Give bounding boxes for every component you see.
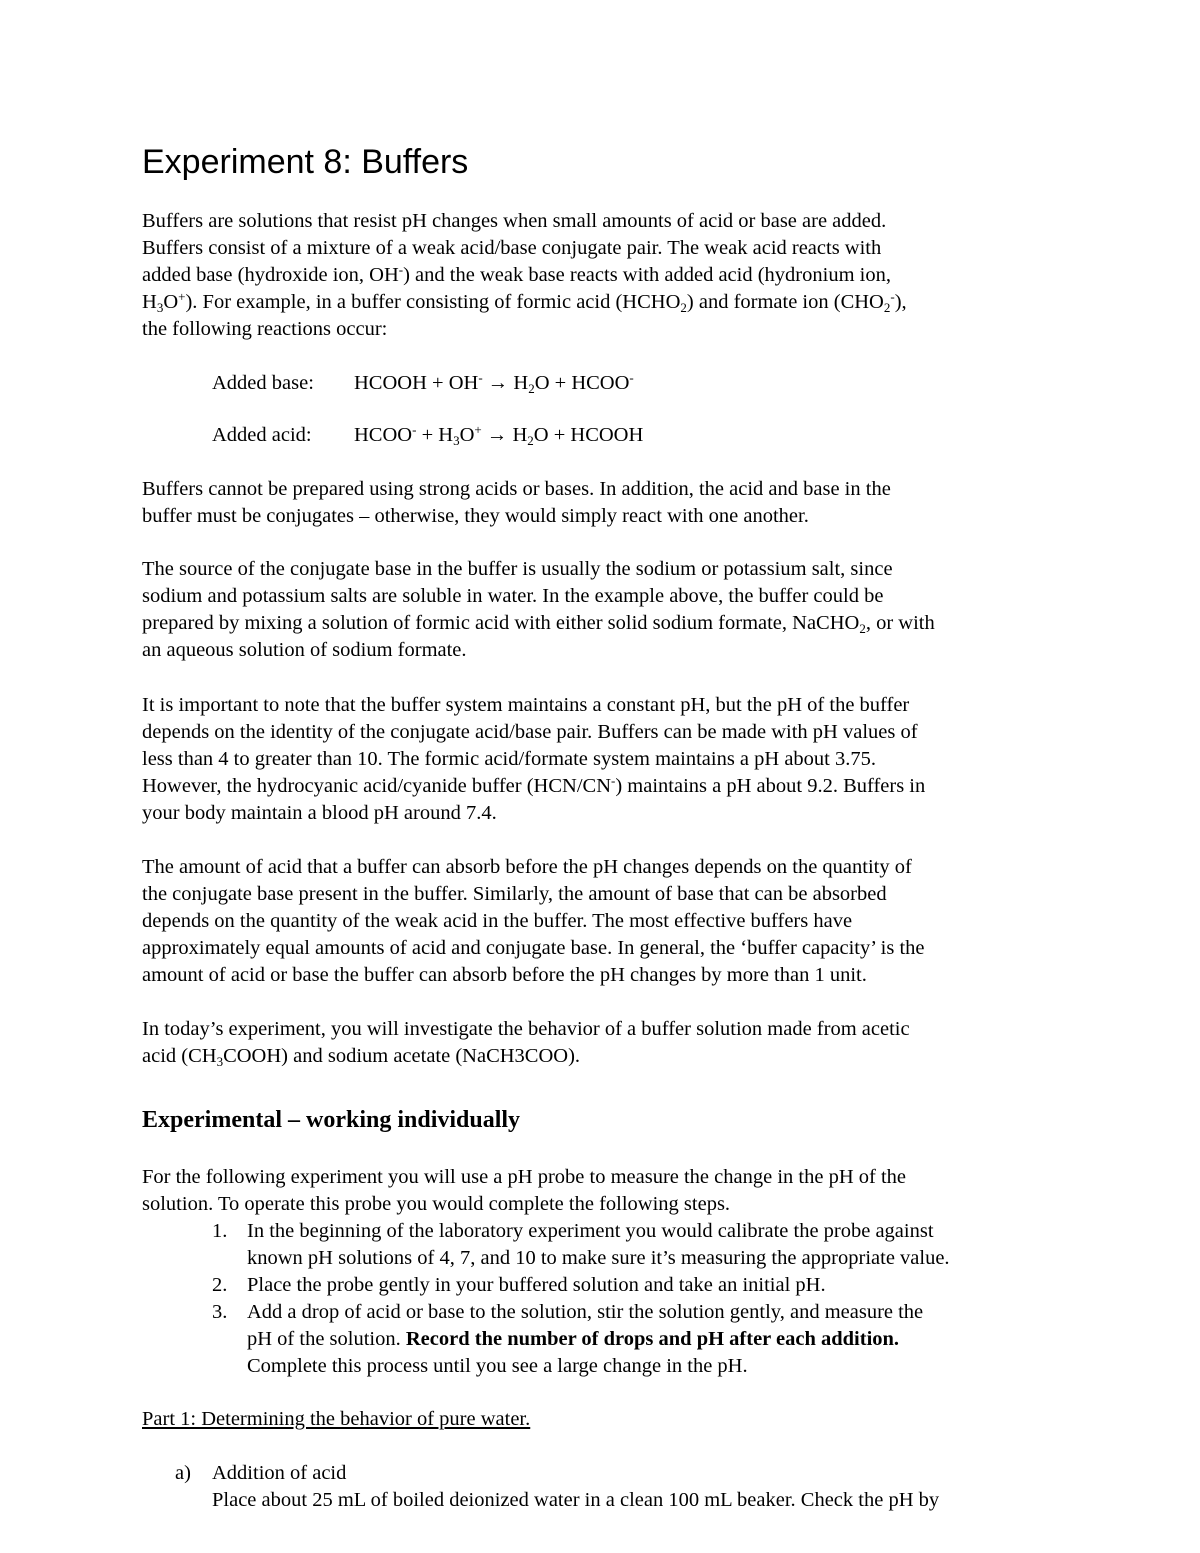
section-heading-experimental: Experimental – working individually: [142, 1107, 521, 1133]
sub-item-a: a) Addition of acid Place about 25 mL of boiled deionized water in a clean 100 mL beaker. Check the pH by: [175, 1462, 940, 1511]
text-line: approximately equal amounts of acid and conjugate base. In general, the ‘buffer capacity’ is the: [142, 937, 925, 959]
text-line: Buffers cannot be prepared using strong acids or bases. In addition, the acid and base in the: [142, 478, 891, 500]
text-line: prepared by mixing a solution of formic acid with either solid sodium formate, NaCHO$_2$, or with: [142, 612, 935, 636]
step-number: 2.: [212, 1274, 228, 1296]
text-line: sodium and potassium salts are soluble in water. In the example above, the buffer could be: [142, 585, 884, 607]
text-line: The source of the conjugate base in the buffer is usually the sodium or potassium salt, since: [142, 558, 893, 580]
text-line: your body maintain a blood pH around 7.4.: [142, 802, 497, 824]
text-line: depends on the identity of the conjugate acid/base pair. Buffers can be made with pH values of: [142, 721, 918, 743]
step-item: 2. Place the probe gently in your buffered solution and take an initial pH.: [212, 1272, 826, 1299]
text-line: In today’s experiment, you will investigate the behavior of a buffer solution made from acetic: [142, 1018, 910, 1040]
today-paragraph: [142, 1016, 1062, 1070]
text-line: For the following experiment you will use a pH probe to measure the change in the pH of the: [142, 1166, 906, 1188]
text-line: amount of acid or base the buffer can absorb before the pH changes by more than 1 unit.: [142, 964, 867, 986]
buffer-capacity-paragraph: [142, 854, 1062, 989]
text-line: Buffers are solutions that resist pH changes when small amounts of acid or base are added.: [142, 210, 887, 232]
text-line: acid $(CH_3COOH)$ and sodium acetate (NaCH3COO).: [142, 1045, 581, 1069]
step-item: 1. In the beginning of the laboratory experiment you would calibrate the probe against known pH solutions of 4, 7, and 10 to make sure it’s measuring the appropriate value.: [212, 1220, 950, 1269]
part1-heading: Part 1: Determining the behavior of pure water.: [142, 1408, 531, 1430]
step-number: 3.: [212, 1301, 228, 1323]
text-line: Buffers consist of a mixture of a weak acid/base conjugate pair. The weak acid reacts with: [142, 237, 882, 259]
text-line: the following reactions occur:: [142, 318, 388, 340]
intro-paragraph: [142, 208, 1062, 343]
text-line: an aqueous solution of sodium formate.: [142, 639, 467, 661]
text-line: $H_3O^+$). For example, in a buffer consisting of formic acid $(HCHO_2)$ and formate ion $(CHO_2^-)$,: [142, 289, 907, 315]
sub-item-label: a): [175, 1462, 191, 1484]
strong-acids-paragraph: [142, 476, 1062, 530]
reaction-added-acid: Added acid: HCOO- + $H_3O^+ \to H_2O$ + HCOOH: [212, 422, 644, 448]
experimental-intro: [142, 1164, 1062, 1218]
page-title: Experiment 8: Buffers: [142, 143, 469, 181]
text-line: buffer must be conjugates – otherwise, they would simply react with one another.: [142, 505, 809, 527]
reaction-label: Added base:: [212, 372, 314, 394]
ph-paragraph: [142, 692, 1062, 827]
arrow-icon: →: [486, 424, 508, 446]
text-line: depends on the quantity of the weak acid in the buffer. The most effective buffers have: [142, 910, 853, 932]
text-line: However, the hydrocyanic acid/cyanide buffer (HCN/CN-) maintains a pH about 9.2. Buffers in: [142, 773, 926, 797]
reaction-added-base: Added base: HCOOH + $OH^- \to H_2O$ + HCOO-: [212, 370, 634, 396]
step-number: 1.: [212, 1220, 228, 1242]
text-line: solution. To operate this probe you would complete the following steps.: [142, 1193, 731, 1215]
text-line: It is important to note that the buffer system maintains a constant pH, but the pH of the buffer: [142, 694, 910, 716]
reaction-label: Added acid:: [212, 424, 312, 446]
text-line: the conjugate base present in the buffer. Similarly, the amount of base that can be absorbed: [142, 883, 887, 905]
text-line: added base (hydroxide ion, OH-) and the weak base reacts with added acid (hydronium ion,: [142, 262, 891, 286]
text-line: less than 4 to greater than 10. The formic acid/formate system maintains a pH about 3.75.: [142, 748, 877, 770]
arrow-icon: →: [487, 372, 509, 394]
step-item: 3. Add a drop of acid or base to the solution, stir the solution gently, and measure the pH of the solution. Record the number of drops and pH after each addition. Complete this process until you see a large change in the pH.: [212, 1301, 924, 1377]
conjugate-source-paragraph: [142, 556, 1062, 664]
bold-instruction: Record the number of drops and pH after each addition.: [405, 1328, 900, 1350]
text-line: The amount of acid that a buffer can absorb before the pH changes depends on the quantity of: [142, 856, 912, 878]
